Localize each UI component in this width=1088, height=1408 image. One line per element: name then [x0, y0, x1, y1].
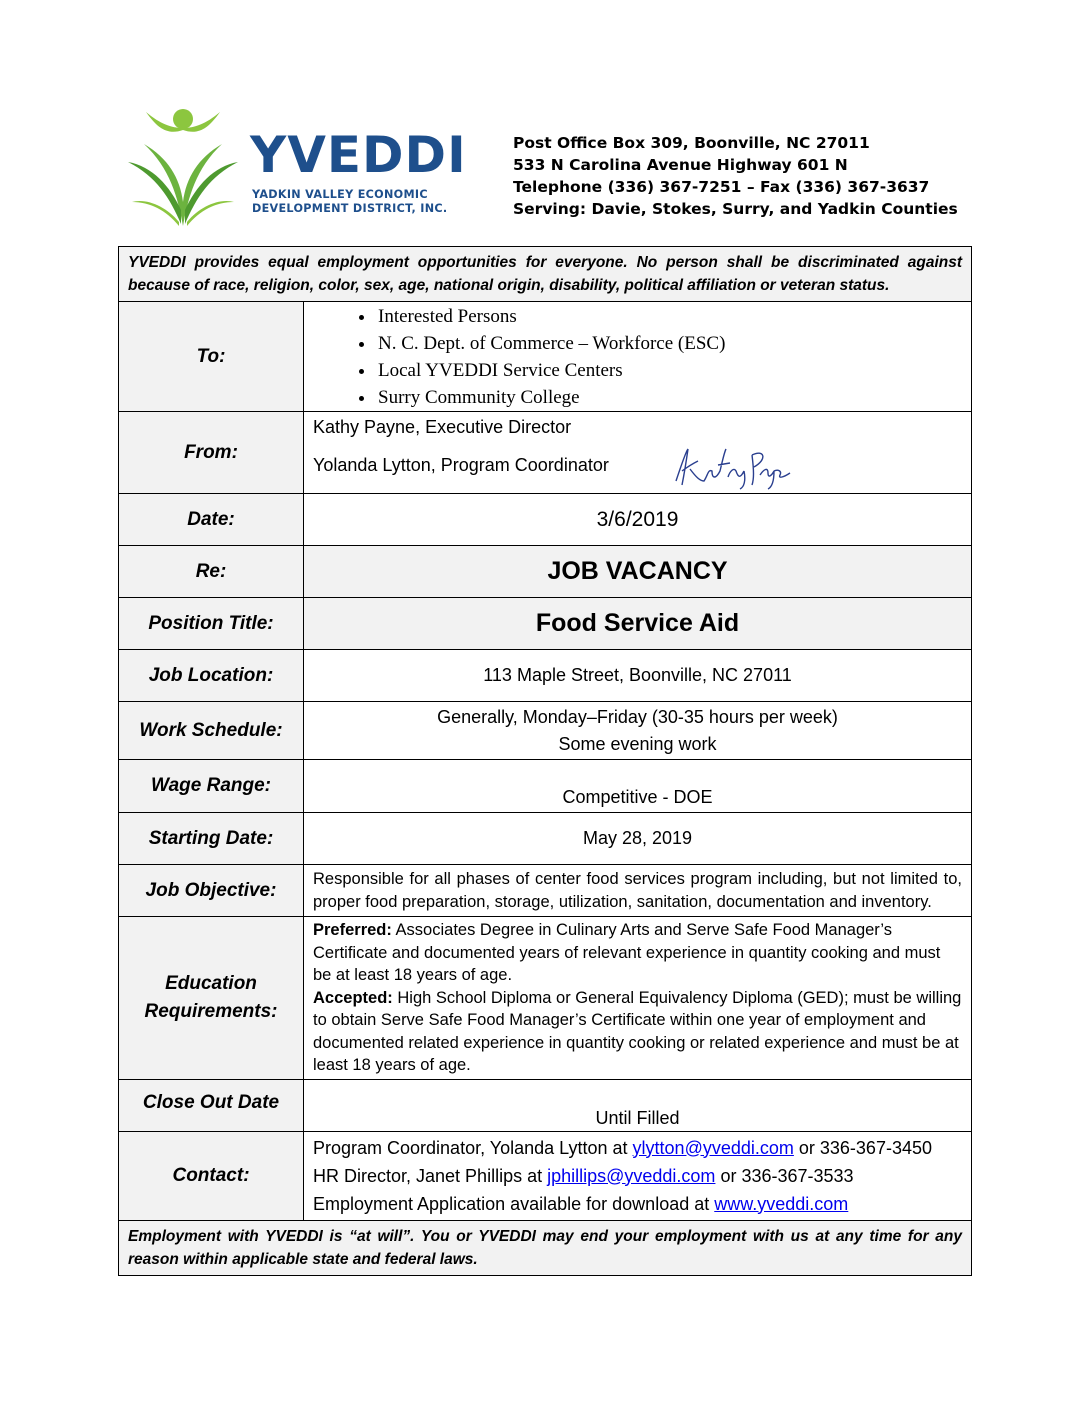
recipient-item: • Interested Persons — [376, 303, 971, 330]
wage-value: Competitive - DOE — [304, 760, 972, 813]
address-line: Post Office Box 309, Boonville, NC 27011 — [513, 134, 870, 152]
to-value — [304, 302, 972, 412]
website-link[interactable]: www.yveddi.com — [714, 1193, 849, 1214]
education-label — [119, 917, 304, 1080]
to-label: To: — [119, 302, 304, 412]
accepted-text: High School Diploma or General Equivalency Diploma (GED); must be willing to obtain Serve Safe Food Manager’s Certificate within one year of employment and documented related experience in quantity cooking or related experience and must be at least 18 years of age. — [313, 988, 962, 1074]
schedule-line-1: Generally, Monday–Friday (30-35 hours per week) — [437, 706, 838, 727]
footer-notice-row — [119, 1220, 972, 1275]
logo-subtitle — [252, 188, 447, 216]
date-label: Date: — [119, 494, 304, 546]
contact-line-2 — [313, 1162, 962, 1190]
recipient-item: • Local YVEDDI Service Centers — [376, 357, 971, 384]
schedule-row — [119, 702, 972, 760]
education-row — [119, 917, 972, 1080]
contact-text: HR Director, Janet Phillips at — [313, 1165, 548, 1186]
schedule-line-2: Some evening work — [558, 733, 717, 754]
preferred-label: Preferred: — [313, 921, 392, 939]
recipient-item: • Surry Community College — [376, 384, 971, 411]
yveddi-logo — [126, 106, 467, 230]
footer-notice: Employment with YVEDDI is “at will”. You or YVEDDI may end your employment with us at any time for any reason within applicable state and federal laws. — [119, 1220, 972, 1275]
logo-subtitle-line: YADKIN VALLEY ECONOMIC — [252, 188, 428, 201]
contact-value — [304, 1131, 972, 1220]
education-value — [304, 917, 972, 1080]
address-line: 533 N Carolina Avenue Highway 601 N — [513, 156, 848, 174]
closeout-label: Close Out Date — [119, 1079, 304, 1131]
closeout-row — [119, 1079, 972, 1131]
contact-text: or 336-367-3533 — [715, 1165, 854, 1186]
schedule-value — [304, 702, 972, 760]
job-vacancy-table — [118, 246, 972, 1276]
location-value: 113 Maple Street, Boonville, NC 27011 — [304, 650, 972, 702]
from-value — [304, 412, 972, 494]
from-row — [119, 412, 972, 494]
logo-wordmark: YVEDDI — [250, 126, 467, 184]
logo-subtitle-line: DEVELOPMENT DISTRICT, INC. — [252, 202, 448, 215]
eeo-notice-row — [119, 247, 972, 302]
position-label: Position Title: — [119, 598, 304, 650]
address-line: Serving: Davie, Stokes, Surry, and Yadkin Counties — [513, 200, 958, 218]
address-line: Telephone (336) 367-7251 – Fax (336) 367-3637 — [513, 178, 930, 196]
contact-label: Contact: — [119, 1131, 304, 1220]
objective-value: Responsible for all phases of center food services program including, but not limited to, proper food preparation, storage, utilization, sanitation, documentation and inventory. — [304, 865, 972, 917]
date-row — [119, 494, 972, 546]
email-link-ylytton[interactable]: ylytton@yveddi.com — [632, 1137, 794, 1158]
accepted-paragraph — [313, 987, 962, 1077]
start-label: Starting Date: — [119, 813, 304, 865]
education-label-line: Education — [165, 972, 257, 994]
leaf-figure-icon — [126, 106, 246, 230]
position-value: Food Service Aid — [304, 598, 972, 650]
recipient-list — [304, 303, 971, 411]
preferred-paragraph — [313, 919, 962, 987]
location-row — [119, 650, 972, 702]
objective-label: Job Objective: — [119, 865, 304, 917]
from-line-2-text: Yolanda Lytton, Program Coordinator — [313, 454, 609, 475]
contact-line-3 — [313, 1190, 962, 1218]
position-row — [119, 598, 972, 650]
date-value: 3/6/2019 — [304, 494, 972, 546]
objective-row — [119, 865, 972, 917]
closeout-value: Until Filled — [304, 1079, 972, 1131]
from-line-1: Kathy Payne, Executive Director — [313, 417, 572, 437]
re-value: JOB VACANCY — [304, 546, 972, 598]
start-row — [119, 813, 972, 865]
re-row — [119, 546, 972, 598]
eeo-notice: YVEDDI provides equal employment opportunities for everyone. No person shall be discriminated against because of race, religion, color, sex, age, national origin, disability, political affiliation or veteran status. — [119, 247, 972, 302]
re-label: Re: — [119, 546, 304, 598]
signature — [668, 441, 792, 491]
from-line-2 — [313, 441, 962, 491]
wage-label: Wage Range: — [119, 760, 304, 813]
schedule-label: Work Schedule: — [119, 702, 304, 760]
start-value: May 28, 2019 — [304, 813, 972, 865]
preferred-text: Associates Degree in Culinary Arts and Serve Safe Food Manager’s Certificate and documented years of relevant experience in quantity cooking and must be at least 18 years of age. — [313, 921, 941, 984]
recipient-item: • N. C. Dept. of Commerce – Workforce (ESC) — [376, 330, 971, 357]
address-block — [513, 132, 958, 220]
wage-row — [119, 760, 972, 813]
contact-text: Program Coordinator, Yolanda Lytton at — [313, 1137, 633, 1158]
contact-line-1 — [313, 1134, 962, 1162]
education-label-line: Requirements: — [144, 1000, 278, 1022]
location-label: Job Location: — [119, 650, 304, 702]
contact-text: Employment Application available for download at — [313, 1193, 715, 1214]
contact-row — [119, 1131, 972, 1220]
to-row — [119, 302, 972, 412]
from-label: From: — [119, 412, 304, 494]
contact-text: or 336-367-3450 — [793, 1137, 932, 1158]
accepted-label: Accepted: — [313, 988, 393, 1007]
email-link-jphillips[interactable]: jphillips@yveddi.com — [547, 1165, 716, 1186]
